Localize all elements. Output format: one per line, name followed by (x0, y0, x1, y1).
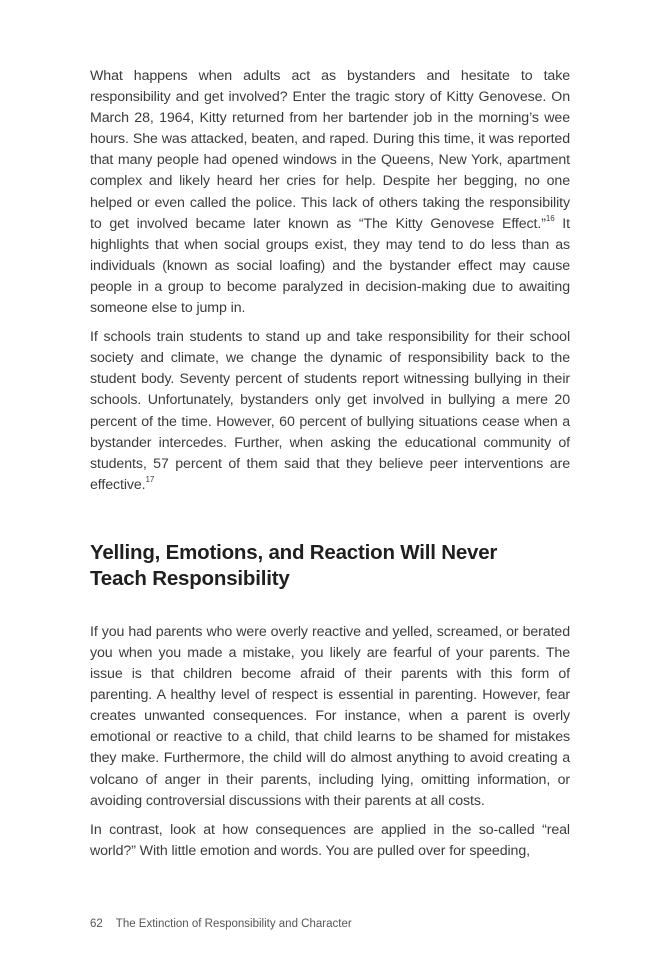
page-number: 62 (90, 918, 103, 930)
section-heading (90, 540, 570, 592)
running-title: The Extinction of Responsibility and Character (115, 918, 352, 930)
paragraph-real-world: In contrast, look at how consequences are applied in the so-called “real world?” With little emotion and words. You are pulled over for speeding, (90, 821, 570, 859)
section-heading-line-1: Yelling, Emotions, and Reaction Will Never (90, 540, 498, 564)
footnote-marker[interactable]: 17 (145, 475, 155, 485)
page-footer (90, 918, 352, 930)
section-heading-line-2: Teach Responsibility (90, 566, 290, 590)
paragraph-text-continued: It highlights that when social groups exist, they may tend to do less than as individuals (known as social loafing) and the bystander effect may cause people in a group to become paralyzed in decision-making due to awaiting someone else to jump in. (90, 215, 570, 317)
paragraph-text: If schools train students to stand up and take responsibility for their school society and climate, we change the dynamic of responsibility back to the student body. Seventy percent of students report witnessing bullying in their schools. Unfortunately, bystanders only get involved in bullying a mere 20 percent of the time. However, 60 percent of bullying situations cease when a bystander intercedes. Further, when asking the educational community of students, 57 percent of them said that they believe peer interventions are effective. (90, 329, 570, 493)
paragraph-school-bystanders (90, 327, 570, 496)
paragraph-kitty-genovese (90, 66, 570, 319)
paragraph-reactive-parents: If you had parents who were overly reactive and yelled, screamed, or berated you when you made a mistake, you likely are fearful of your parents. The issue is that children become afraid of their parents with this form of parenting. A healthy level of respect is essential in parenting. However, fear creates unwanted consequences. For instance, when a parent is overly emotional or reactive to a child, that child learns to be shamed for mistakes they make. Furthermore, the child will do almost anything to avoid creating a volcano of anger in their parents, including lying, omitting information, or avoiding controversial discussions with their parents at all costs. (90, 623, 570, 809)
page-body (90, 66, 570, 862)
paragraph-text: What happens when adults act as bystanders and hesitate to take responsibility and get involved? Enter the tragic story of Kitty Genovese. On March 28, 1964, Kitty returned from her bartender job in the morning’s wee hours. She was attacked, beaten, and raped. During this time, it was reported that many people had opened windows in the Queens, New York, apartment complex and likely heard her cries for help. Despite her begging, no one helped or even called the police. This lack of others taking the responsibility to get involved became later known as “The Kitty Genovese Effect.” (90, 68, 570, 232)
footnote-marker[interactable]: 16 (545, 213, 555, 223)
